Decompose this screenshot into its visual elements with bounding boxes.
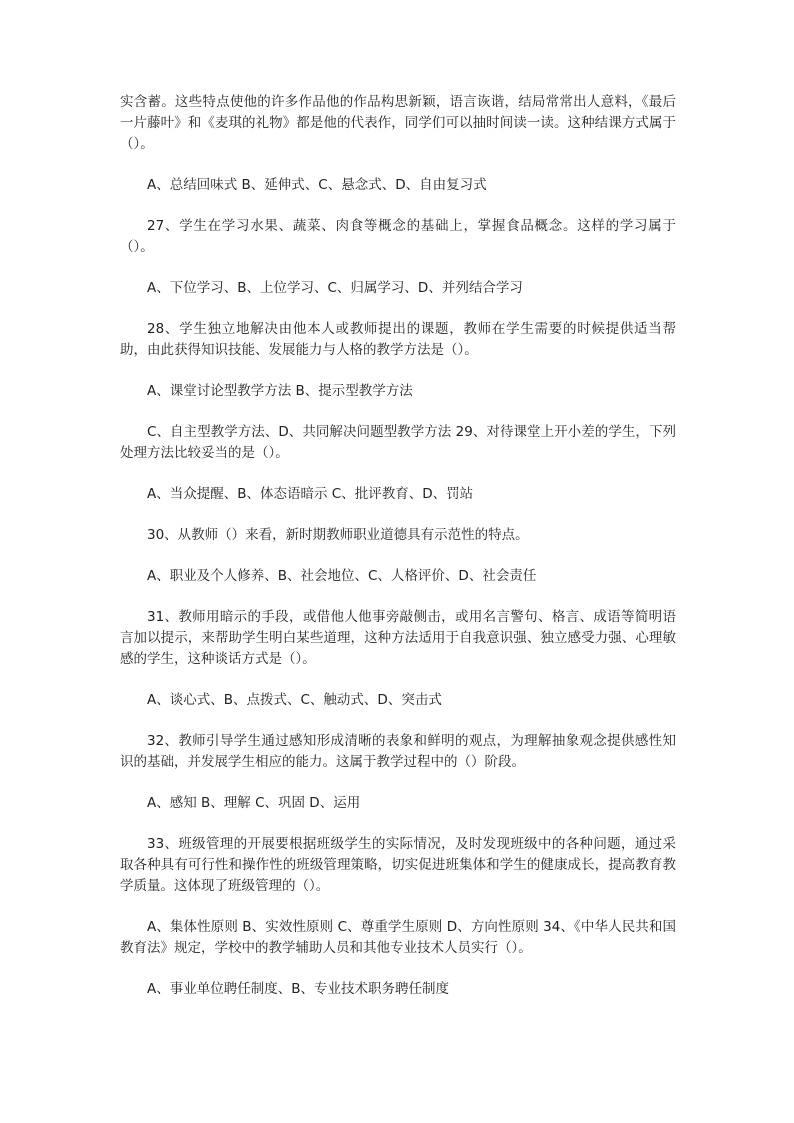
options-q32: A、感知 B、理解 C、巩固 D、运用 (147, 795, 361, 811)
options-q30: A、职业及个人修养、B、社会地位、C、人格评价、D、社会责任 (147, 568, 537, 584)
options-q26: A、总结回味式 B、延伸式、C、悬念式、D、自由复习式 (147, 177, 487, 193)
paragraph-continuation: 实含蓄。这些特点使他的许多作品他的作品构思新颖，语言诙谐，结局常常出人意料，《最后一片藤叶》和《麦琪的礼物》都是他的代表作，同学们可以抽时间读一读。这种结课方式属于（）。 (120, 94, 676, 152)
options-q33-question-34: A、集体性原则 B、实效性原则 C、尊重学生原则 D、方向性原则 34、《中华人民共和国教育法》规定，学校中的教学辅助人员和其他专业技术人员实行（）。 (120, 919, 676, 956)
question-27: 27、学生在学习水果、蔬菜、肉食等概念的基础上，掌握食品概念。这样的学习属于（）。 (120, 218, 676, 255)
options-q34: A、事业单位聘任制度、B、专业技术职务聘任制度 (147, 981, 449, 997)
options-q27: A、下位学习、B、上位学习、C、归属学习、D、并列结合学习 (147, 280, 523, 296)
options-q31: A、谈心式、B、点拨式、C、触动式、D、突击式 (147, 692, 442, 708)
question-31: 31、教师用暗示的手段，或借他人他事旁敲侧击，或用名言警句、格言、成语等简明语言加以提示，来帮助学生明白某些道理，这种方法适用于自我意识强、独立感受力强、心理敏感的学生，这种谈话方式是（）。 (120, 609, 676, 667)
options-q29: A、当众提醒、B、体态语暗示 C、批评教育、D、罚站 (147, 486, 474, 502)
question-28: 28、学生独立地解决由他本人或教师提出的课题，教师在学生需要的时候提供适当帮助，由此获得知识技能、发展能力与人格的教学方法是（）。 (120, 321, 676, 358)
question-32: 32、教师引导学生通过感知形成清晰的表象和鲜明的观点，为理解抽象观念提供感性知识的基础，并发展学生相应的能力。这属于教学过程中的（）阶段。 (120, 733, 676, 770)
document-page (120, 92, 676, 1000)
options-q28-part1: A、课堂讨论型教学方法 B、提示型教学方法 (147, 383, 413, 399)
question-33: 33、班级管理的开展要根据班级学生的实际情况，及时发现班级中的各种问题，通过采取各种具有可行性和操作性的班级管理策略，切实促进班集体和学生的健康成长，提高教育教学质量。这体现了班级管理的（）。 (120, 836, 676, 894)
question-30: 30、从教师（）来看，新时期教师职业道德具有示范性的特点。 (147, 527, 529, 543)
options-q28-part2-question-29: C、自主型教学方法、D、共同解决问题型教学方法 29、对待课堂上开小差的学生，下列处理方法比较妥当的是（）。 (120, 424, 676, 461)
